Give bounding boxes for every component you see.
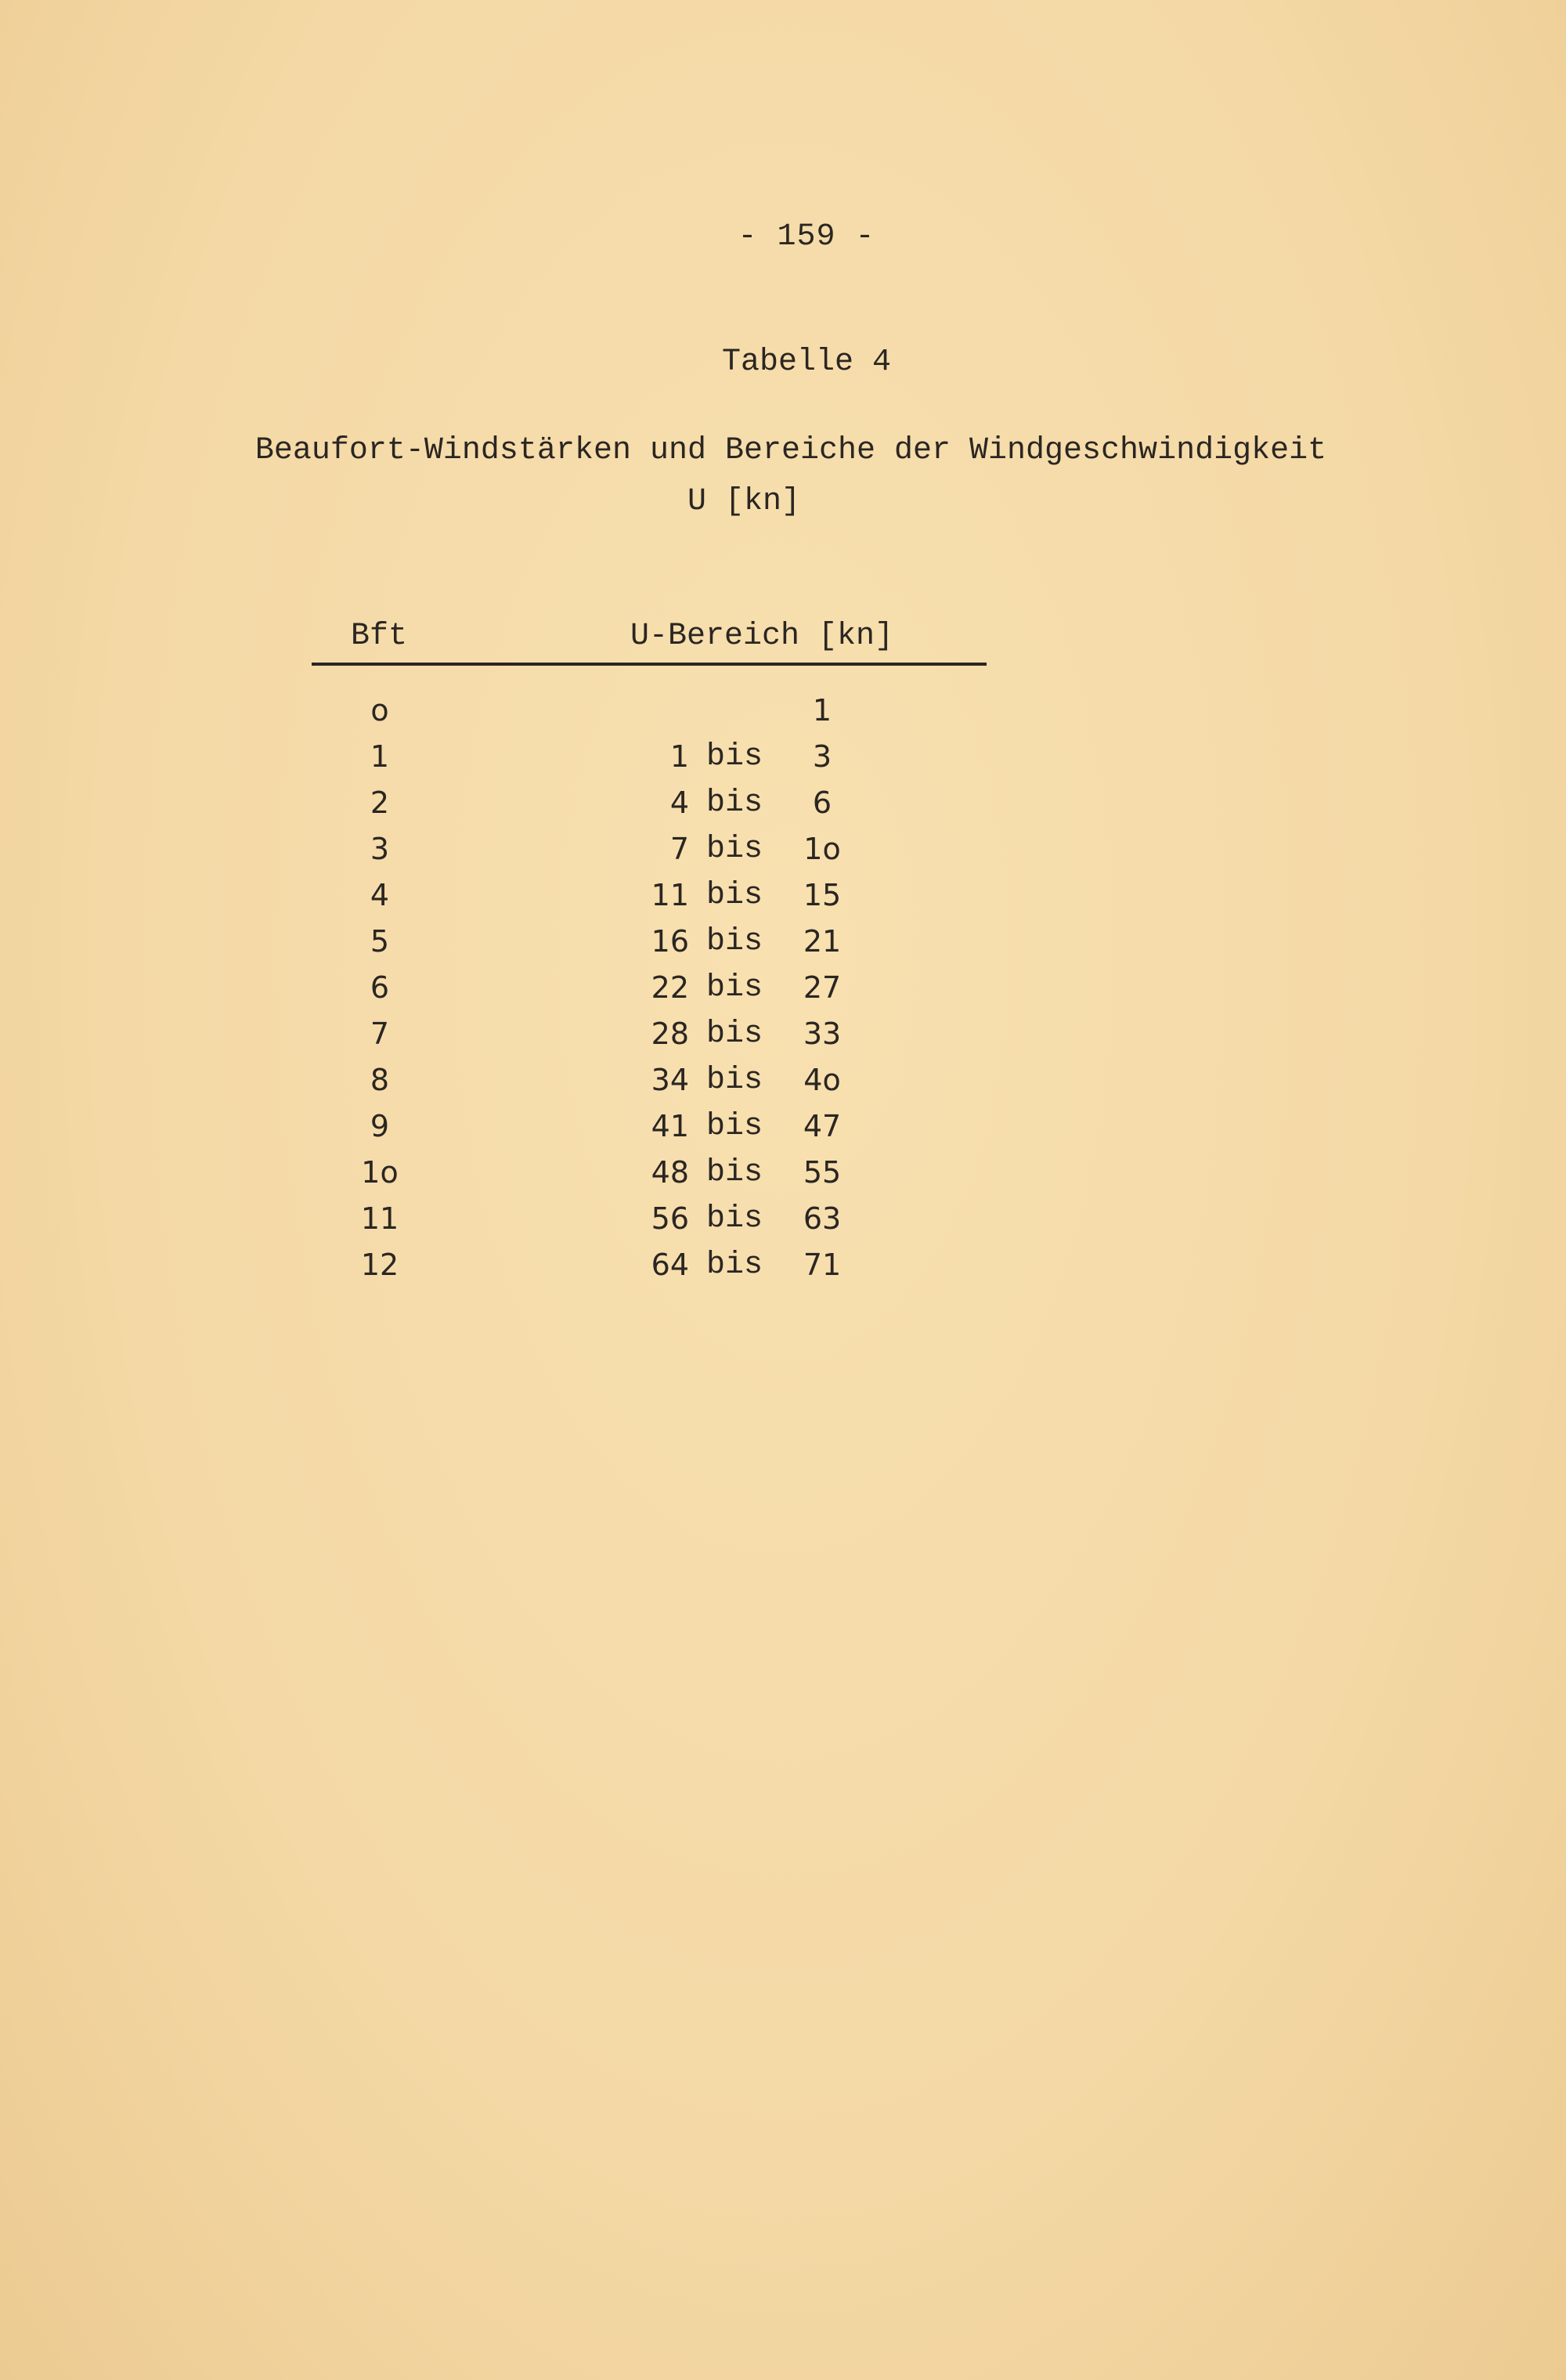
range-high-cell: 4o	[803, 1063, 841, 1097]
table-row	[0, 1248, 1566, 1294]
table-row	[0, 1017, 1566, 1063]
table-row	[0, 1155, 1566, 1201]
range-high-cell: 33	[803, 1017, 842, 1051]
table-row	[0, 1063, 1566, 1109]
bft-cell: 11	[360, 1201, 399, 1236]
range-low-cell: 48	[651, 1155, 689, 1190]
range-separator: bis	[706, 878, 763, 913]
page-number: - 159 -	[738, 219, 875, 255]
bft-cell: 6	[370, 970, 390, 1005]
range-low-cell: 56	[651, 1201, 689, 1236]
bft-cell: 2	[370, 786, 390, 820]
bft-cell: 1	[370, 739, 390, 774]
range-high-cell: 71	[803, 1248, 842, 1282]
range-separator: bis	[706, 1155, 763, 1190]
range-high-cell: 6	[812, 786, 832, 820]
range-separator: bis	[706, 1063, 763, 1098]
range-high-cell: 15	[803, 878, 842, 912]
table-row	[0, 878, 1566, 924]
range-low-cell: 7	[669, 832, 689, 866]
range-high-cell: 1	[812, 693, 832, 728]
bft-cell: 4	[370, 878, 390, 912]
table-row	[0, 970, 1566, 1017]
range-separator: bis	[706, 1248, 763, 1283]
range-low-cell: 41	[651, 1109, 689, 1143]
table-row	[0, 693, 1566, 739]
range-separator: bis	[706, 832, 763, 867]
header-divider	[312, 663, 987, 666]
table-row	[0, 786, 1566, 832]
table-caption: Beaufort-Windstärken und Bereiche der Windgeschwindigkeit	[254, 433, 1327, 468]
bft-cell: 3	[370, 832, 390, 866]
table-row	[0, 739, 1566, 786]
table-row	[0, 924, 1566, 970]
range-high-cell: 27	[803, 970, 842, 1005]
range-separator: bis	[706, 924, 763, 959]
table-caption-unit: U [kn]	[687, 484, 801, 519]
range-separator: bis	[706, 1017, 763, 1052]
range-low-cell: 4	[669, 786, 689, 820]
range-low-cell: 34	[651, 1063, 689, 1097]
bft-cell: o	[370, 693, 389, 728]
range-high-cell: 3	[812, 739, 832, 774]
table-body	[0, 693, 1566, 1294]
range-high-cell: 21	[803, 924, 842, 959]
range-high-cell: 55	[803, 1155, 842, 1190]
range-high-cell: 47	[803, 1109, 842, 1143]
bft-cell: 12	[360, 1248, 399, 1282]
range-low-cell: 16	[651, 924, 689, 959]
range-low-cell: 64	[651, 1248, 689, 1282]
range-low-cell: 11	[651, 878, 689, 912]
range-low-cell: 22	[651, 970, 689, 1005]
table-label: Tabelle 4	[721, 345, 892, 380]
bft-cell: 8	[370, 1063, 390, 1097]
range-high-cell: 63	[803, 1201, 842, 1236]
table-row	[0, 1109, 1566, 1155]
table-row	[0, 1201, 1566, 1248]
range-separator: bis	[706, 786, 763, 821]
table-row	[0, 832, 1566, 878]
range-separator: bis	[706, 1201, 763, 1237]
column-header-bft: Bft	[351, 619, 408, 654]
bft-cell: 7	[370, 1017, 390, 1051]
column-header-range: U-Bereich [kn]	[630, 619, 894, 654]
range-separator: bis	[706, 1109, 763, 1144]
range-separator: bis	[706, 739, 763, 775]
bft-cell: 9	[370, 1109, 390, 1143]
range-low-cell: 28	[651, 1017, 689, 1051]
bft-cell: 1o	[361, 1155, 399, 1190]
range-separator: bis	[706, 970, 763, 1006]
bft-cell: 5	[370, 924, 390, 959]
range-low-cell: 1	[669, 739, 689, 774]
range-high-cell: 1o	[803, 832, 841, 866]
